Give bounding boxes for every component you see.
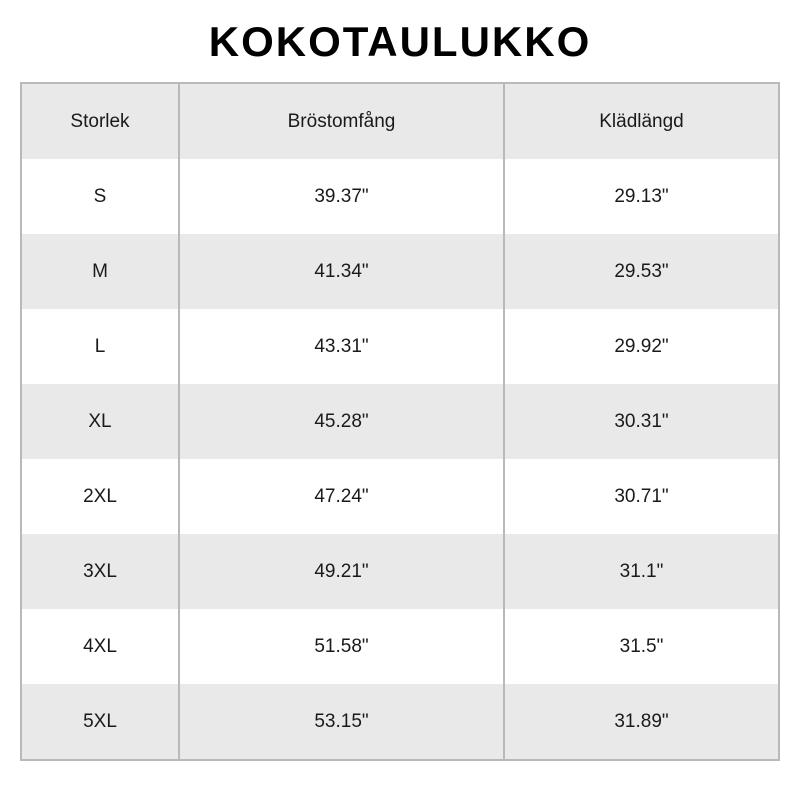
cell-chest: 45.28" bbox=[179, 384, 504, 459]
cell-size: XL bbox=[22, 384, 179, 459]
cell-size: 3XL bbox=[22, 534, 179, 609]
table-row bbox=[22, 459, 778, 534]
column-header-chest: Bröstomfång bbox=[179, 84, 504, 159]
table-row bbox=[22, 609, 778, 684]
cell-chest: 53.15" bbox=[179, 684, 504, 759]
table-header-row bbox=[22, 84, 778, 159]
size-table bbox=[22, 84, 778, 759]
cell-length: 30.31" bbox=[504, 384, 778, 459]
table-body bbox=[22, 159, 778, 759]
cell-length: 31.1" bbox=[504, 534, 778, 609]
column-header-length: Klädlängd bbox=[504, 84, 778, 159]
table-row bbox=[22, 159, 778, 234]
cell-chest: 51.58" bbox=[179, 609, 504, 684]
cell-length: 29.92" bbox=[504, 309, 778, 384]
size-table-container bbox=[20, 82, 780, 761]
table-row bbox=[22, 534, 778, 609]
cell-size: 4XL bbox=[22, 609, 179, 684]
cell-length: 31.89" bbox=[504, 684, 778, 759]
table-row bbox=[22, 234, 778, 309]
cell-chest: 43.31" bbox=[179, 309, 504, 384]
cell-chest: 47.24" bbox=[179, 459, 504, 534]
cell-size: L bbox=[22, 309, 179, 384]
table-header bbox=[22, 84, 778, 159]
table-row bbox=[22, 309, 778, 384]
page-title: KOKOTAULUKKO bbox=[208, 18, 592, 65]
cell-size: 2XL bbox=[22, 459, 179, 534]
table-row bbox=[22, 684, 778, 759]
cell-size: S bbox=[22, 159, 179, 234]
cell-chest: 49.21" bbox=[179, 534, 504, 609]
cell-size: 5XL bbox=[22, 684, 179, 759]
cell-size: M bbox=[22, 234, 179, 309]
column-header-size: Storlek bbox=[22, 84, 179, 159]
cell-chest: 41.34" bbox=[179, 234, 504, 309]
table-row bbox=[22, 384, 778, 459]
cell-length: 29.13" bbox=[504, 159, 778, 234]
cell-chest: 39.37" bbox=[179, 159, 504, 234]
cell-length: 29.53" bbox=[504, 234, 778, 309]
cell-length: 31.5" bbox=[504, 609, 778, 684]
cell-length: 30.71" bbox=[504, 459, 778, 534]
